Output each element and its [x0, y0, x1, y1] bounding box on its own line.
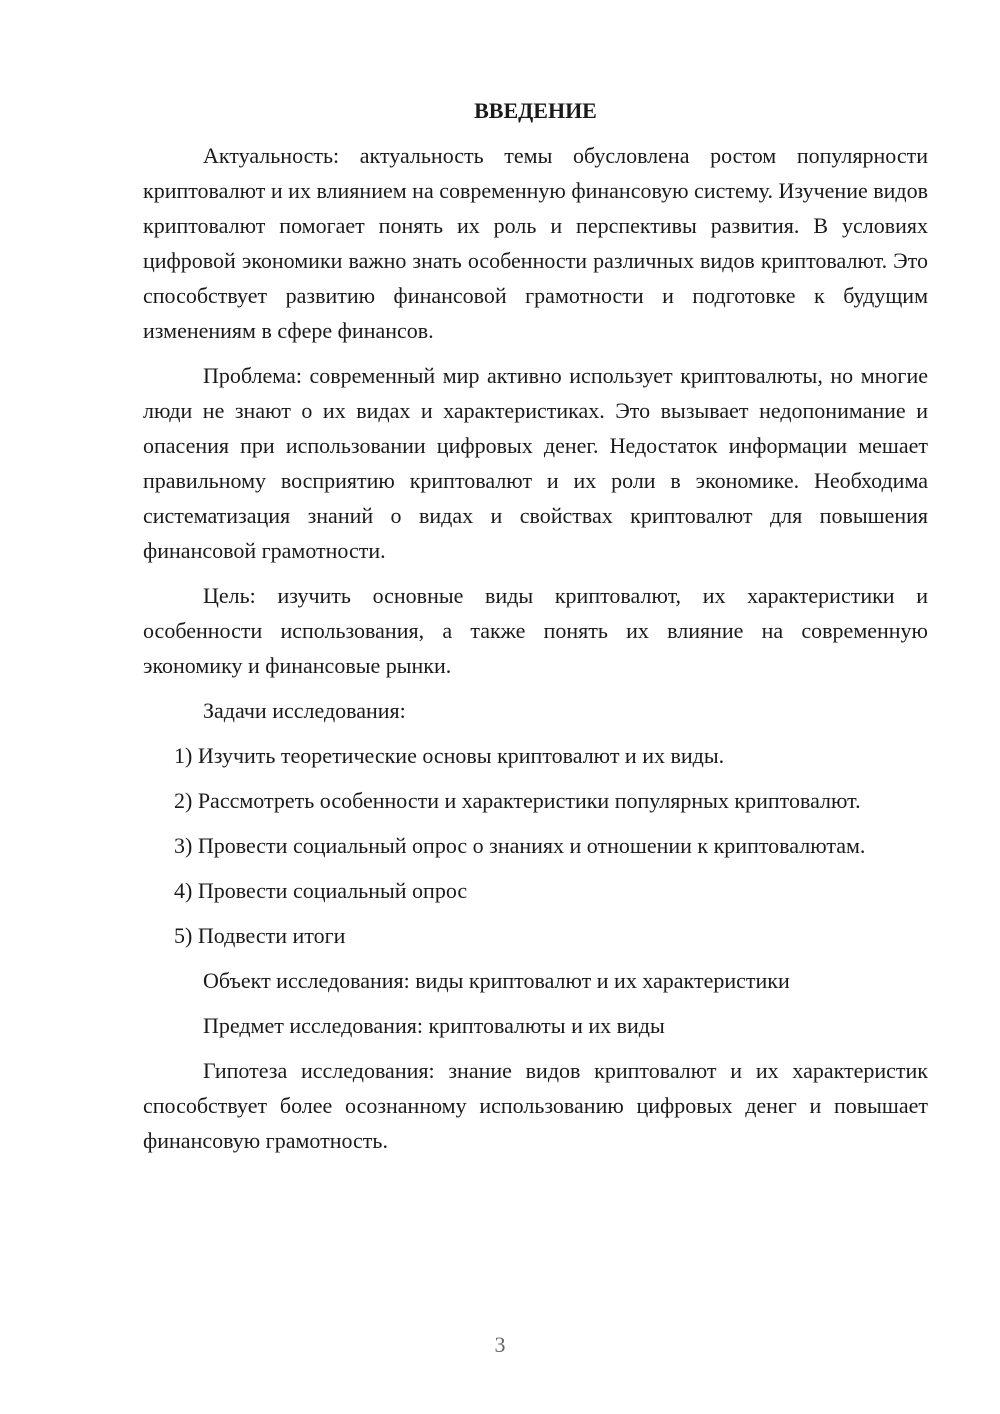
- page-number: 3: [494, 1332, 506, 1357]
- research-object: Объект исследования: виды криптовалют и их характеристики: [203, 968, 790, 993]
- research-subject: Предмет исследования: криптовалюты и их виды: [203, 1013, 665, 1038]
- problem-paragraph: Проблема: современный мир активно использует криптовалюты, но многие люди не знают о их видах и характеристиках. Это вызывает недопонимание и опасения при использовании цифровых денег. Недостаток информации мешает правильному восприятию криптовалют и их роли в экономике. Необходима систематизация знаний о видах и свойствах криптовалют для повышения финансовой грамотности.: [143, 363, 928, 563]
- document-page: [143, 93, 928, 1168]
- task-item-3: 3) Провести социальный опрос о знаниях и отношении к криптовалютам.: [174, 833, 866, 858]
- task-item-4: 4) Провести социальный опрос: [174, 878, 468, 903]
- tasks-heading: Задачи исследования:: [203, 698, 406, 723]
- task-item-1: 1) Изучить теоретические основы криптовалют и их виды.: [174, 743, 725, 768]
- task-item-5: 5) Подвести итоги: [174, 923, 346, 948]
- goal-paragraph: Цель: изучить основные виды криптовалют, их характеристики и особенности использования, а также понять их влияние на современную экономику и финансовые рынки.: [143, 583, 928, 678]
- task-item-2: 2) Рассмотреть особенности и характеристики популярных криптовалют.: [174, 788, 861, 813]
- relevance-paragraph: Актуальность: актуальность темы обусловлена ростом популярности криптовалют и их влиянием на современную финансовую систему. Изучение видов криптовалют помогает понять их роль и перспективы развития. В условиях цифровой экономики важно знать особенности различных видов криптовалют. Это способствует развитию финансовой грамотности и подготовке к будущим изменениям в сфере финансов.: [143, 143, 928, 343]
- section-title: ВВЕДЕНИЕ: [474, 98, 597, 123]
- research-hypothesis: Гипотеза исследования: знание видов криптовалют и их характеристик способствует более осознанному использованию цифровых денег и повышает финансовую грамотность.: [143, 1058, 928, 1153]
